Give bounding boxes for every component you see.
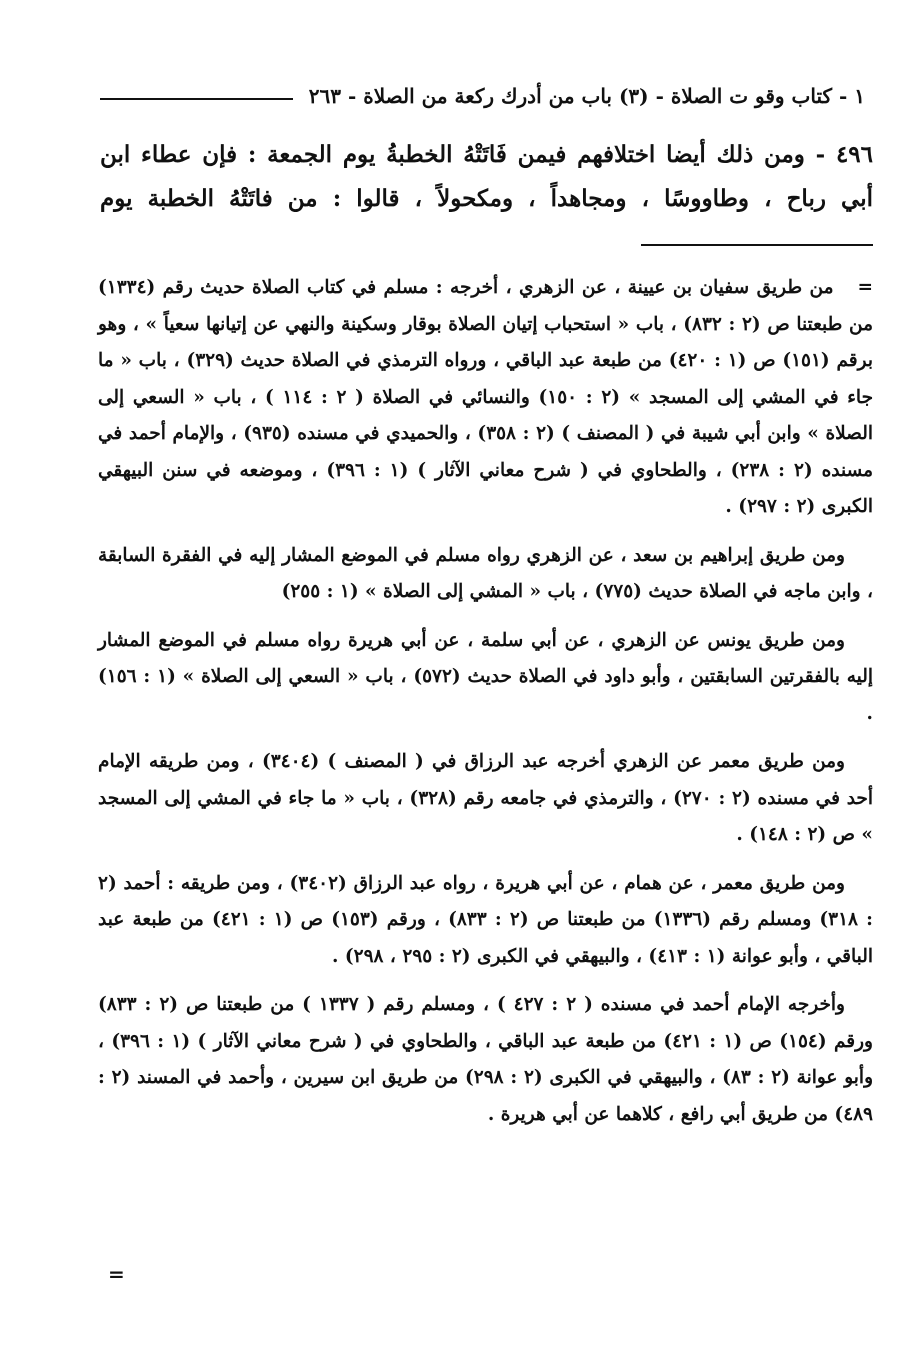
footnote-paragraph: ومن طريق معمر ، عن همام ، عن أبي هريرة ، رواه عبد الرزاق (٣٤٠٢) ، ومن طريقه : أحمد (٢ : ٣١٨) ومسلم رقم (١٣٣٦) من طبعتنا ص (٢ : ٨٣٣) ، ورقم (١٥٣) ص (١ : ٤٢١) من طبعة عبد الباقي ، وأبو عوانة (١ : ٤١٣) ، والبيهقي في الكبرى (٢ : ٢٩٥ ، ٢٩٨) . <box>98 872 873 967</box>
running-header <box>100 78 865 114</box>
footnote-paragraph <box>98 270 873 526</box>
continuation-end-mark: = <box>108 1262 125 1286</box>
footnote-paragraph: ومن طريق معمر عن الزهري أخرجه عبد الرزاق في ( المصنف ) (٣٤٠٤) ، ومن طريقه الإمام أحد في مسنده (٢ : ٢٧٠) ، والترمذي في جامعه رقم (٣٢٨) ، باب « ما جاء في المشي إلى المسجد » ص (٢ : ١٤٨) . <box>98 751 873 845</box>
footnotes <box>98 270 873 1145</box>
footnote-paragraph: ومن طريق إبراهيم بن سعد ، عن الزهري رواه مسلم في الموضع المشار إليه في الفقرة السابقة ، وابن ماجه في الصلاة حديث (٧٧٥) ، باب « المشي إلى الصلاة » (١ : ٢٥٥) <box>98 544 873 602</box>
running-title: ١ - كتاب وقو ت الصلاة - (٣) باب من أدرك ركعة من الصلاة - ٢٦٣ <box>308 84 865 108</box>
footnote-text: من طريق سفيان بن عيينة ، عن الزهري ، أخرجه : مسلم في كتاب الصلاة حديث رقم (١٣٣٤) من طبعتنا ص (٢ : ٨٣٢) ، باب « استحباب إتيان الصلاة بوقار وسكينة والنهي عن إتيانها سعياً » ، وهو برقم (١٥١) ص (١ : ٤٢٠) من طبعة عبد الباقي ، ورواه الترمذي في الصلاة حديث (٣٢٩) ، باب « ما جاء في المشي إلى المسجد » (٢ : ١٥٠) والنسائي في الصلاة ( ٢ : ١١٤ ) ، باب « السعي إلى الصلاة » وابن أبي شيبة في ( المصنف ) (٢ : ٣٥٨) ، والحميدي في مسنده (٩٣٥) ، والإمام أحمد في مسنده (٢ : ٢٣٨) ، والطحاوي في ( شرح معاني الآثار ) (١ : ٣٩٦) ، وموضعه في سنن البيهقي الكبرى (٢ : ٢٩٧) . <box>98 277 874 517</box>
footnote-separator <box>641 244 873 246</box>
header-rule <box>100 98 293 100</box>
footnote-paragraph: وأخرجه الإمام أحمد في مسنده ( ٢ : ٤٢٧ ) ، ومسلم رقم ( ١٣٣٧ ) من طبعتنا ص (٢ : ٨٣٣) ورقم (١٥٤) ص (١ : ٤٢١) من طبعة عبد الباقي ، والطحاوي في ( شرح معاني الآثار ) (١ : ٣٩٦) ، وأبو عوانة (٢ : ٨٣) ، والبيهقي في الكبرى (٢ : ٢٩٨) من طريق ابن سيرين ، وأحمد في المسند (٢ : ٤٨٩) من طريق أبي رافع ، كلاهما عن أبي هريرة . <box>98 994 873 1125</box>
main-text: ٤٩٦ - ومن ذلك أيضا اختلافهم فيمن فَاتَتْهُ الخطبةُ يوم الجمعة : فإن عطاء ابن أبي رباح ، وطاووسًا ، ومجاهداً ، ومكحولاً ، قالوا : من فاتَتْهُ الخطبة يوم <box>100 141 873 212</box>
footnote-paragraph: ومن طريق يونس عن الزهري ، عن أبي سلمة ، عن أبي هريرة رواه مسلم في الموضع المشار إليه بالفقرتين السابقتين ، وأبو داود في الصلاة حديث (٥٧٢) ، باب « السعي إلى الصلاة » (١ : ١٥٦) . <box>98 629 874 724</box>
continuation-mark: = <box>857 277 873 298</box>
